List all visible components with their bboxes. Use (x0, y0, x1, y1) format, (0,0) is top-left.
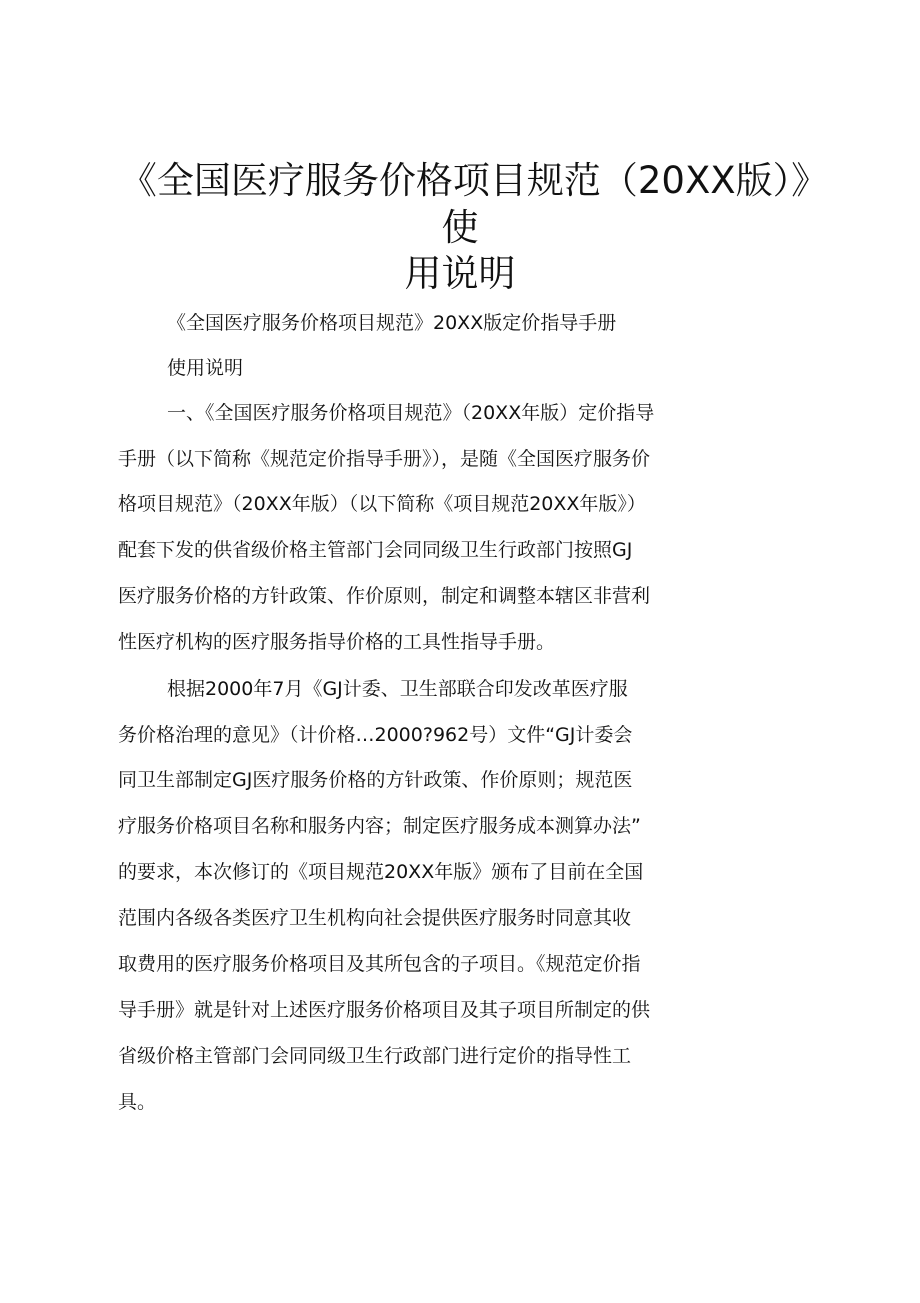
document-title-line-1: 《全国医疗服务价格项目规范（20XX版）》 (119, 159, 829, 202)
body-line: 手册（以下简称《规范定价指导手册》），是随《全国医疗服务价 (118, 448, 651, 470)
body-line: 同卫生部制定GJ医疗服务价格的方针政策、作价原则；规范医 (118, 769, 633, 791)
body-line: 取费用的医疗服务价格项目及其所包含的子项目。《规范定价指 (118, 953, 641, 975)
document-subtitle: 《全国医疗服务价格项目规范》20XX版定价指导手册 (167, 312, 617, 334)
body-line: 疗服务价格项目名称和服务内容；制定医疗服务成本测算办法” (118, 815, 641, 837)
body-line: 根据2000年7月《GJ计委、卫生部联合印发改革医疗服 (167, 678, 628, 700)
body-line: 一、《全国医疗服务价格项目规范》（20XX年版）定价指导 (167, 402, 655, 424)
body-line: 的要求，本次修订的《项目规范20XX年版》颁布了目前在全国 (118, 861, 644, 883)
section-label: 使用说明 (167, 357, 244, 379)
body-line: 范围内各级各类医疗卫生机构向社会提供医疗服务时同意其收 (118, 907, 632, 929)
body-line: 务价格治理的意见》（计价格…2000?962号）文件“GJ计委会 (118, 724, 633, 746)
document-title-line-3: 用说明 (404, 252, 516, 295)
body-line: 导手册》就是针对上述医疗服务价格项目及其子项目所制定的供 (118, 999, 651, 1021)
body-line: 具。 (118, 1091, 157, 1113)
body-line: 省级价格主管部门会同同级卫生行政部门进行定价的指导性工 (118, 1045, 632, 1067)
body-line: 配套下发的供省级价格主管部门会同同级卫生行政部门按照GJ (118, 539, 633, 561)
body-line: 医疗服务价格的方针政策、作价原则，制定和调整本辖区非营利 (118, 585, 651, 607)
document-title-line-2: 使 (441, 206, 479, 249)
body-line: 格项目规范》（20XX年版）（以下简称《项目规范20XX年版》） (118, 493, 646, 515)
body-line: 性医疗机构的医疗服务指导价格的工具性指导手册。 (118, 631, 556, 653)
